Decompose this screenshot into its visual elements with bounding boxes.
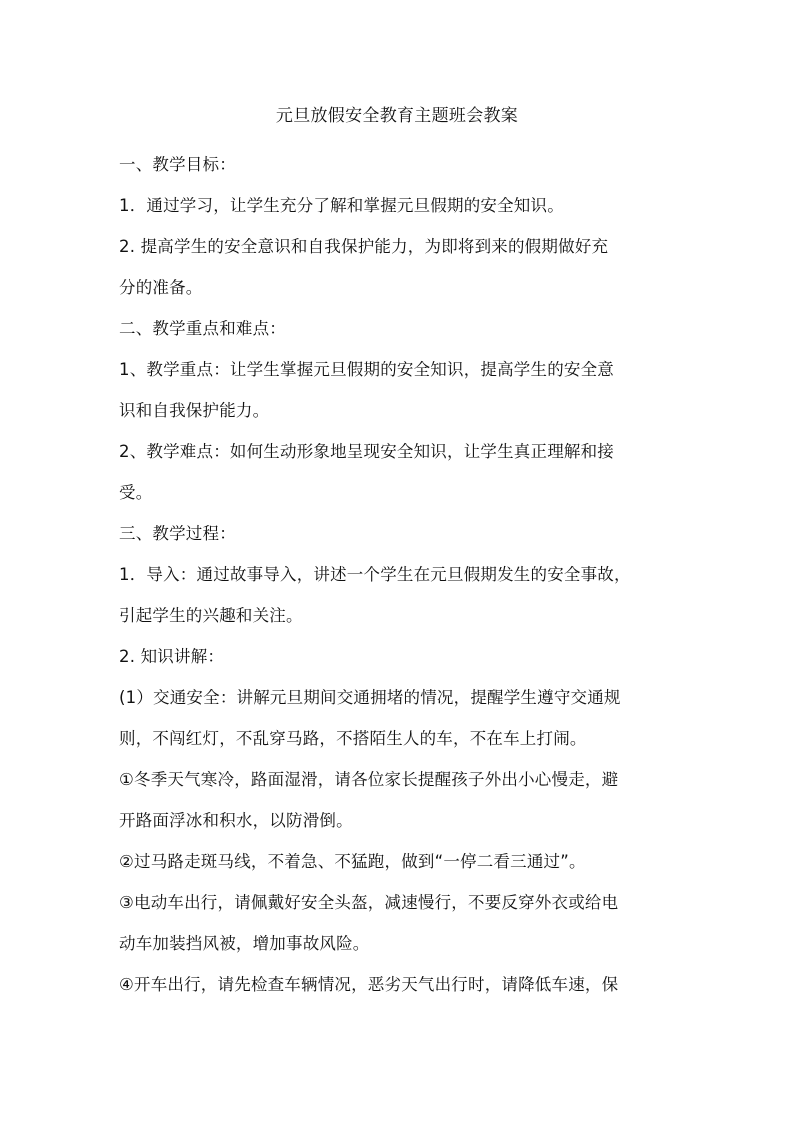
body-line: 1、教学重点：让学生掌握元旦假期的安全知识，提高学生的安全意 bbox=[119, 360, 614, 379]
section-heading-process: 三、教学过程： bbox=[119, 524, 236, 543]
document-title: 元旦放假安全教育主题班会教案 bbox=[275, 106, 519, 126]
body-line: 1．通过学习，让学生充分了解和掌握元旦假期的安全知识。 bbox=[119, 196, 564, 215]
body-line: 2、教学难点：如何生动形象地呈现安全知识，让学生真正理解和接 bbox=[119, 442, 614, 461]
body-line: ②过马路走斑马线，不着急、不猛跑，做到“一停二看三通过”。 bbox=[119, 852, 586, 871]
section-heading-key-points: 二、教学重点和难点： bbox=[119, 319, 286, 338]
body-line: 引起学生的兴趣和关注。 bbox=[119, 606, 303, 625]
body-line: (1）交通安全：讲解元旦期间交通拥堵的情况，提醒学生遵守交通规 bbox=[119, 688, 621, 707]
body-line: 识和自我保护能力。 bbox=[119, 401, 270, 420]
body-line: 则，不闯红灯，不乱穿马路，不搭陌生人的车，不在车上打闹。 bbox=[119, 729, 587, 748]
body-line: ④开车出行，请先检查车辆情况，恶劣天气出行时，请降低车速，保 bbox=[119, 975, 619, 994]
body-line: 动车加装挡风被，增加事故风险。 bbox=[119, 934, 370, 953]
document-body bbox=[119, 144, 679, 1005]
body-line: 1．导入：通过故事导入，讲述一个学生在元旦假期发生的安全事故， bbox=[119, 565, 631, 584]
section-heading-objectives: 一、教学目标： bbox=[119, 155, 236, 174]
body-line: 2. 知识讲解： bbox=[119, 647, 225, 666]
body-line: 2. 提高学生的安全意识和自我保护能力，为即将到来的假期做好充 bbox=[119, 237, 609, 256]
body-line: 开路面浮冰和积水，以防滑倒。 bbox=[119, 811, 353, 830]
body-line: ①冬季天气寒冷，路面湿滑，请各位家长提醒孩子外出小心慢走，避 bbox=[119, 770, 619, 789]
body-line: ③电动车出行，请佩戴好安全头盔，减速慢行，不要反穿外衣或给电 bbox=[119, 893, 619, 912]
body-line: 分的准备。 bbox=[119, 278, 203, 297]
body-line: 受。 bbox=[119, 483, 153, 502]
